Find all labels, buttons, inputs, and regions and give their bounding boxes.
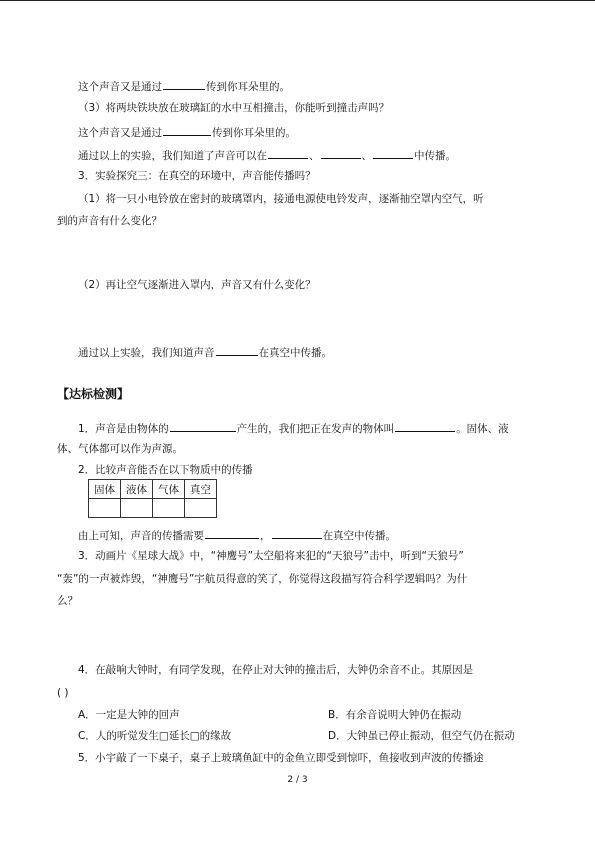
media-table — [88, 479, 217, 518]
text-line: 这个声音又是通过 传到你耳朵里的。 — [78, 78, 290, 94]
table-cell[interactable] — [185, 499, 217, 518]
answer-blank[interactable] — [395, 420, 455, 432]
answer-blank[interactable] — [163, 78, 205, 90]
option-d[interactable]: D．大钟虽已停止振动，但空气仍在振动 — [328, 730, 515, 742]
question-2: 2．比较声音能否在以下物质中的传播 — [78, 464, 253, 476]
page-top-border — [0, 0, 595, 1]
table-cell[interactable] — [121, 499, 153, 518]
option-b[interactable]: B．有余音说明大钟仍在振动 — [328, 709, 462, 721]
table-cell[interactable] — [89, 499, 121, 518]
page-number: 2 / 3 — [287, 775, 308, 785]
text-line: （3）将两块铁块放在玻璃缸的水中互相撞击，你能听到撞击声吗？ — [78, 102, 390, 114]
table-header: 气体 — [153, 480, 185, 499]
option-a[interactable]: A．一定是大钟的回声 — [78, 709, 180, 721]
table-header: 真空 — [185, 480, 217, 499]
question-4: 4．在敲响大钟时，有同学发现，在停止对大钟的撞击后，大钟仍余音不止。其原因是 — [78, 664, 474, 676]
text-line: 通过以上实验，我们知道声音 在真空中传播。 — [78, 344, 332, 360]
text-line: （2）再让空气逐渐进入罩内，声音又有什么变化？ — [78, 279, 316, 291]
answer-blank[interactable] — [170, 420, 236, 432]
answer-blank[interactable] — [272, 527, 322, 539]
text-line: 这个声音又是通过 传到你耳朵里的。 — [78, 124, 296, 140]
answer-blank[interactable] — [321, 147, 361, 159]
answer-blank[interactable] — [373, 147, 413, 159]
option-c[interactable]: C．人的听觉发生□延长□的缘故 — [78, 730, 232, 742]
question-5: 5．小宇敲了一下桌子，桌子上玻璃鱼缸中的金鱼立即受到惊吓，鱼接收到声波的传播途 — [78, 752, 484, 764]
text-line: “轰”的一声被炸毁，“神鹰号”宇航员得意的笑了，你觉得这段描写符合科学逻辑吗？为什 — [57, 573, 468, 585]
text-line: 到的声音有什么变化？ — [57, 215, 162, 227]
answer-blank[interactable] — [216, 344, 258, 356]
answer-blank[interactable] — [205, 527, 259, 539]
answer-blank[interactable] — [163, 124, 211, 136]
question-1: 1．声音是由物体的 产生的，我们把正在发声的物体叫 。固体、液 — [78, 420, 509, 436]
text-line: 由上可知，声音的传播需要 ， 在真空中传播。 — [78, 527, 396, 543]
table-cell[interactable] — [153, 499, 185, 518]
text-line: （1）将一只小电铃放在密封的玻璃罩内，接通电源使电铃发声，逐渐抽空罩内空气，听 — [78, 193, 484, 205]
table-header: 液体 — [121, 480, 153, 499]
answer-blank[interactable] — [268, 147, 308, 159]
answer-parentheses[interactable]: ( ) — [57, 687, 69, 699]
text-line: 体、气体都可以作为声源。 — [57, 443, 183, 455]
table-header: 固体 — [89, 480, 121, 499]
question-3: 3．动画片《星球大战》中，“神鹰号”太空船将来犯的“天狼号”击中，听到“天狼号” — [78, 550, 464, 562]
text-line: 通过以上的实验，我们知道了声音可以在 、 、 中传播。 — [78, 147, 456, 163]
text-line: 么？ — [57, 595, 78, 607]
section-title: 【达标检测】 — [57, 387, 130, 401]
text-line: 3．实验探究三：在真空的环境中，声音能传播吗？ — [78, 170, 316, 182]
